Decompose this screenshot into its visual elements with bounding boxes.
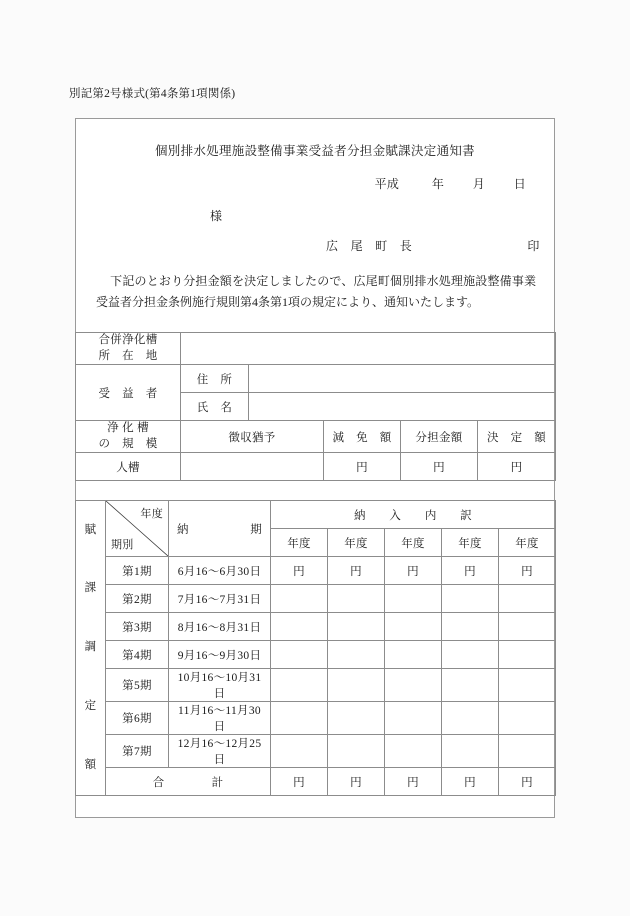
document-title: 個別排水処理施設整備事業受益者分担金賦課決定通知書 [154,144,475,158]
term-label: 第1期 [106,557,169,585]
amount-cell[interactable] [442,585,499,613]
amount-cell[interactable] [499,702,556,735]
term-label: 第2期 [106,585,169,613]
amount-cell[interactable] [385,585,442,613]
beneficiary-name-label: 氏 名 [181,393,249,421]
breakdown-header: 納 入 内 訳 [271,501,556,529]
scale-label-line2: の 規 模 [98,437,158,450]
body-paragraph [96,271,536,313]
amount-cell[interactable]: 円 [499,557,556,585]
amount-cell[interactable] [499,735,556,768]
table-row-amounts [76,453,556,481]
amount-cell[interactable] [385,735,442,768]
amount-cell[interactable] [328,669,385,702]
table-row [76,585,556,613]
period-header [169,501,271,557]
facility-label [76,333,181,365]
beneficiary-label: 受 益 者 [76,365,181,421]
total-label: 合 計 [106,768,271,796]
beneficiary-table [75,332,556,481]
beneficiary-address-label: 住 所 [181,365,249,393]
installment-table-wrap [75,500,555,796]
decided-value[interactable]: 円 [478,453,556,481]
amount-cell[interactable] [328,585,385,613]
amount-cell[interactable] [442,641,499,669]
scale-label [76,421,181,453]
amount-cell[interactable] [328,613,385,641]
table-row [76,702,556,735]
year-column-5: 年度 [499,529,556,557]
amount-cell[interactable]: 円 [328,557,385,585]
amount-cell[interactable] [271,669,328,702]
term-label: 第7期 [106,735,169,768]
beneficiary-name-value[interactable] [249,393,556,421]
beneficiary-table-wrap [75,332,555,481]
era-label: 平成 [374,177,400,191]
split-header-term: 期別 [111,539,134,551]
total-amount-cell[interactable]: 円 [442,768,499,796]
table-row-facility [76,333,556,365]
year-column-4: 年度 [442,529,499,557]
term-label: 第4期 [106,641,169,669]
period-header-left: 納 [177,523,189,536]
total-amount-cell[interactable]: 円 [385,768,442,796]
term-label: 第3期 [106,613,169,641]
amount-cell[interactable] [328,702,385,735]
amount-cell[interactable] [328,641,385,669]
year-column-1: 年度 [271,529,328,557]
period-range: 7月16〜7月31日 [169,585,271,613]
term-label: 第5期 [106,669,169,702]
amount-cell[interactable] [499,641,556,669]
year-unit: 年 [431,177,445,191]
section-label-char-2: 課 [84,582,97,595]
amount-cell[interactable] [271,735,328,768]
table-row-amount-headers [76,421,556,453]
table-row-breakdown-header [76,501,556,529]
amount-cell[interactable] [499,585,556,613]
section-label-char-5: 額 [84,758,97,771]
period-range: 11月16〜11月30日 [169,702,271,735]
amount-cell[interactable] [442,613,499,641]
amount-cell[interactable] [385,669,442,702]
total-amount-cell[interactable]: 円 [271,768,328,796]
header-share: 分担金額 [401,421,478,453]
period-range: 12月16〜12月25日 [169,735,271,768]
deferment-value[interactable] [181,453,324,481]
facility-label-line2: 所 在 地 [98,349,158,362]
day-unit: 日 [513,177,526,191]
period-header-right: 期 [250,523,262,536]
section-label-assessment [76,501,106,796]
year-term-split-header [106,501,169,557]
body-line-2: 担金条例施行規則第4条第1項の規定により、通知いたします。 [144,295,480,309]
header-decided: 決 定 額 [478,421,556,453]
form-code: 別記第2号様式(第4条第1項関係) [69,88,236,100]
reduction-value[interactable]: 円 [324,453,401,481]
beneficiary-address-value[interactable] [249,365,556,393]
table-row [76,613,556,641]
table-row [76,669,556,702]
section-label-char-3: 調 [84,641,97,654]
body-line-1: 下記のとおり分担金額を決定しましたので、広尾町個別排水処理施設整備事業受益者分 [96,274,536,309]
month-unit: 月 [472,177,486,191]
amount-cell[interactable]: 円 [385,557,442,585]
term-label: 第6期 [106,702,169,735]
share-value[interactable]: 円 [401,453,478,481]
header-reduction: 減 免 額 [324,421,401,453]
header-deferment: 徴収猶予 [181,421,324,453]
amount-cell[interactable] [442,669,499,702]
amount-cell[interactable]: 円 [271,557,328,585]
period-range: 10月16〜10月31日 [169,669,271,702]
addressee-suffix: 様 [210,209,223,223]
amount-cell[interactable] [271,585,328,613]
facility-value-cell[interactable] [181,333,556,365]
amount-cell[interactable] [385,613,442,641]
amount-cell[interactable] [442,702,499,735]
amount-cell[interactable] [271,702,328,735]
date-line [375,175,526,192]
facility-label-line1: 合併浄化槽 [98,334,158,346]
scale-value[interactable]: 人槽 [76,453,181,481]
amount-cell[interactable] [385,641,442,669]
split-header-year: 年度 [140,508,163,520]
period-range: 6月16〜6月30日 [169,557,271,585]
amount-cell[interactable] [499,669,556,702]
table-row [76,735,556,768]
total-amount-cell[interactable]: 円 [328,768,385,796]
amount-cell[interactable] [328,735,385,768]
total-amount-cell[interactable]: 円 [499,768,556,796]
period-range: 9月16〜9月30日 [169,641,271,669]
installment-table [75,500,556,796]
notice-frame [75,118,555,818]
year-column-3: 年度 [385,529,442,557]
table-row-address [76,365,556,393]
amount-cell[interactable]: 円 [442,557,499,585]
period-range: 8月16〜8月31日 [169,613,271,641]
amount-cell[interactable] [271,641,328,669]
table-row [76,641,556,669]
seal-mark: 印 [527,239,540,253]
issuer-name: 広 尾 町 長 [326,239,413,253]
issuer-line [326,237,540,254]
section-label-char-4: 定 [84,700,97,713]
section-label-char-1: 賦 [84,523,97,536]
year-column-2: 年度 [328,529,385,557]
amount-cell[interactable] [271,613,328,641]
table-row-total [76,768,556,796]
amount-cell[interactable] [442,735,499,768]
amount-cell[interactable] [499,613,556,641]
table-row [76,557,556,585]
scale-label-line1: 浄 化 槽 [107,422,149,435]
amount-cell[interactable] [385,702,442,735]
